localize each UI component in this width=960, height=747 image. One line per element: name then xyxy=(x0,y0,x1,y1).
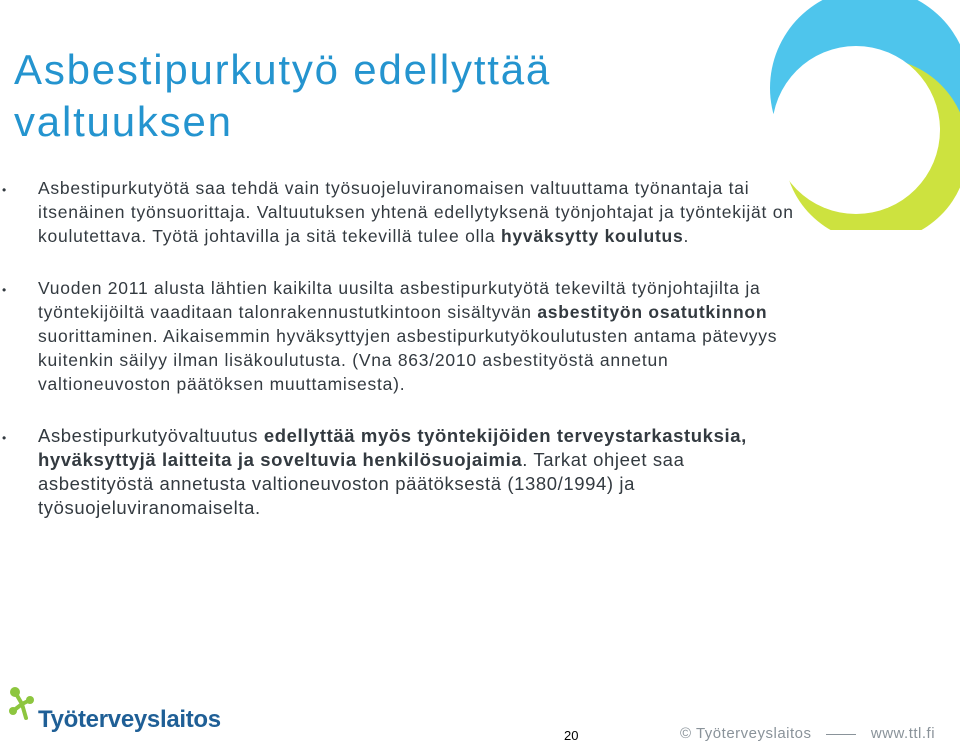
copyright-name: Työterveyslaitos xyxy=(695,725,812,742)
bullet-marker: • xyxy=(2,431,7,445)
bullet-item xyxy=(0,176,800,248)
text-segment: . xyxy=(683,226,690,246)
bullet-text xyxy=(38,276,800,396)
copyright-icon: © xyxy=(680,725,692,742)
bullet-text xyxy=(38,424,800,520)
text-segment: suorittaminen. Aikaisemmin hyväksyttyjen asbestipurkutyökoulutusten antama pätevyys kuitenkin säilyy ilman lisäkoulutusta. (Vna 863/2010 asbestityöstä annetun valtioneuvoston päätöksen muuttamisesta). xyxy=(38,326,778,394)
website-link[interactable]: www.ttl.fi xyxy=(870,725,936,742)
text-segment: . Tarkat ohjeet saa asbestityöstä annetusta valtioneuvoston päätöksestä (1380/1994) ja työsuojeluviranomaiselta. xyxy=(38,449,685,518)
bullet-item xyxy=(0,424,800,520)
footer-divider xyxy=(826,734,856,735)
bold-segment: asbestityön osatutkinnon xyxy=(537,302,768,322)
logo-wordmark: Työterveyslaitos xyxy=(38,706,221,733)
text-segment: Asbestipurkutyötä saa tehdä vain työsuojeluviranomaisen valtuuttama työnantaja tai itsenäinen työnsuorittaja. Valtuutuksen yhtenä edellytyksenä työnjohtajat ja työntekijät on koulutettava. Työtä johtavilla ja sitä tekevillä tulee olla xyxy=(38,178,794,246)
page-number: 20 xyxy=(564,728,579,743)
bullet-marker: • xyxy=(2,183,7,197)
logo-figure-icon xyxy=(4,684,40,726)
bold-segment: edellyttää myös työntekijöiden terveystarkastuksia, hyväksyttyjä laitteita ja soveltuvia henkilösuojaimia xyxy=(38,425,747,470)
bullet-item xyxy=(0,276,800,396)
copyright-footer xyxy=(680,725,935,742)
slide-title: Asbestipurkutyö edellyttää valtuuksen xyxy=(14,46,552,145)
bold-segment: hyväksytty koulutus xyxy=(500,226,684,246)
ttl-logo xyxy=(4,684,221,746)
bullet-marker: • xyxy=(2,283,7,297)
text-segment: Asbestipurkutyövaltuutus xyxy=(38,425,264,446)
bullet-list xyxy=(0,176,800,548)
text-segment: Vuoden 2011 alusta lähtien kaikilta uusilta asbestipurkutyötä tekeviltä työnjohtajilta ja työntekijöiltä vaaditaan talonrakennustutkintoon sisältyvän xyxy=(38,278,761,322)
bullet-text xyxy=(38,176,800,248)
